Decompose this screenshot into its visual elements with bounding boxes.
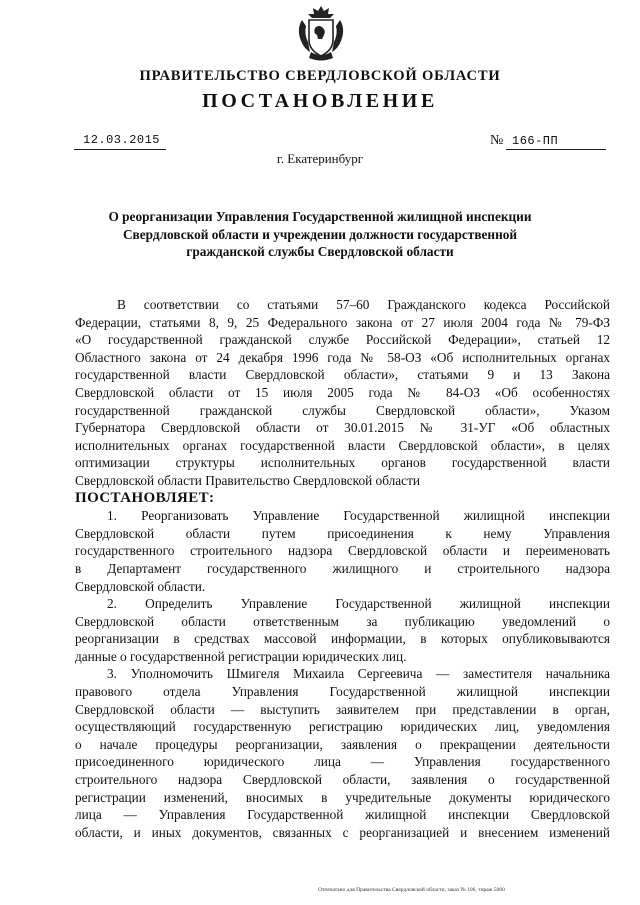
item-3-line: регистрации изменений, вносимых в учредительные документы юридического xyxy=(75,789,610,805)
item-3-line: о начале процедуры реорганизации, заявления о прекращении деятельности xyxy=(75,736,610,752)
item-3-line: осуществляющий государственную регистрацию юридических лиц, уведомления xyxy=(75,719,610,735)
document-body xyxy=(75,296,610,841)
item-1-line: 1. Реорганизовать Управление Государственной жилищной инспекции xyxy=(107,508,610,524)
item-3-line: лица — Управления Государственной жилищной инспекции Свердловской xyxy=(75,807,610,823)
item-1-line: Свердловской области. xyxy=(75,578,206,594)
preamble-line: В соответствии со статьями 57–60 Гражданского кодекса Российской xyxy=(117,297,610,312)
coat-of-arms-icon xyxy=(296,4,346,62)
document-title xyxy=(60,208,580,261)
item-3-line: присоединенного юридического лица — Управления государственного xyxy=(75,754,610,770)
preamble-line: государственной власти Свердловской области», статьями 9 и 13 Закона xyxy=(75,367,610,383)
item-1-line: Свердловской области путем присоединения к нему Управления xyxy=(75,525,610,541)
item-3-line: Свердловской области — выступить заявителем при представлении в орган, xyxy=(75,701,610,717)
decree-word: ПОСТАНОВЛЯЕТ: xyxy=(75,489,215,506)
government-name: ПРАВИТЕЛЬСТВО СВЕРДЛОВСКОЙ ОБЛАСТИ xyxy=(139,68,501,84)
document-date: 12.03.2015 xyxy=(83,133,161,147)
item-3-line: строительного надзора Свердловской области, заявления о государственной xyxy=(75,772,610,788)
number-label: № xyxy=(490,133,504,148)
item-2-line: данные о государственной регистрации юридических лиц. xyxy=(75,648,407,664)
item-3-line: области, и иных документов, связанных с реорганизацией и внесением изменений xyxy=(75,824,610,840)
item-3-line: правового отдела Управления Государственной жилищной инспекции xyxy=(75,684,610,700)
item-1-line: государственного строительного надзора Свердловской области и переименовать xyxy=(75,543,610,559)
preamble-line: исполнительных органах государственной власти Свердловской области», в целях xyxy=(75,437,610,453)
preamble-line: «О государственной гражданской службе Российской Федерации», статьей 12 xyxy=(75,332,610,348)
item-1-line: в Департамент государственного жилищного и строительного надзора xyxy=(75,560,610,576)
number-underline xyxy=(506,149,606,150)
document-kind: ПОСТАНОВЛЕНИЕ xyxy=(202,90,438,112)
title-line: гражданской службы Свердловской области xyxy=(186,244,454,259)
preamble-line: Свердловской области Правительство Свердловской области xyxy=(75,472,420,488)
preamble-line: Областного закона от 24 декабря 1996 года № 58-ОЗ «Об исполнительных органах xyxy=(75,349,610,365)
preamble-line: оптимизации структуры исполнительных органов государственной власти xyxy=(75,455,610,471)
item-3-line: 3. Уполномочить Шмигеля Михаила Сергеевича — заместителя начальника xyxy=(107,666,610,682)
item-2-line: Свердловской области ответственным за публикацию уведомлений о xyxy=(75,613,610,629)
title-line: Свердловской области и учреждении должности государственной xyxy=(122,226,518,242)
preamble-line: Свердловской области от 15 июля 2005 года № 84-ОЗ «Об особенностях xyxy=(75,384,610,400)
preamble-line: Федерации, статьями 8, 9, 25 Федерального закона от 27 июля 2004 года № 79-ФЗ xyxy=(75,314,610,330)
document-city: г. Екатеринбург xyxy=(276,151,364,166)
date-underline xyxy=(74,149,166,150)
title-line: О реорганизации Управления Государственной жилищной инспекции xyxy=(108,209,532,224)
document-number: 166-ПП xyxy=(512,134,559,148)
preamble-line: Губернатора Свердловской области от 30.01.2015 № 31-УГ «Об областных xyxy=(75,420,610,436)
print-footer: Отпечатано для Правительства Свердловской области, заказ № 106, тираж 5000 xyxy=(318,887,505,893)
preamble-line: государственной гражданской службы Свердловской области», Указом xyxy=(75,402,610,418)
item-2-line: 2. Определить Управление Государственной жилищной инспекции xyxy=(107,596,610,612)
item-2-line: реорганизации в средствах массовой информации, в которых опубликовываются xyxy=(75,631,610,647)
